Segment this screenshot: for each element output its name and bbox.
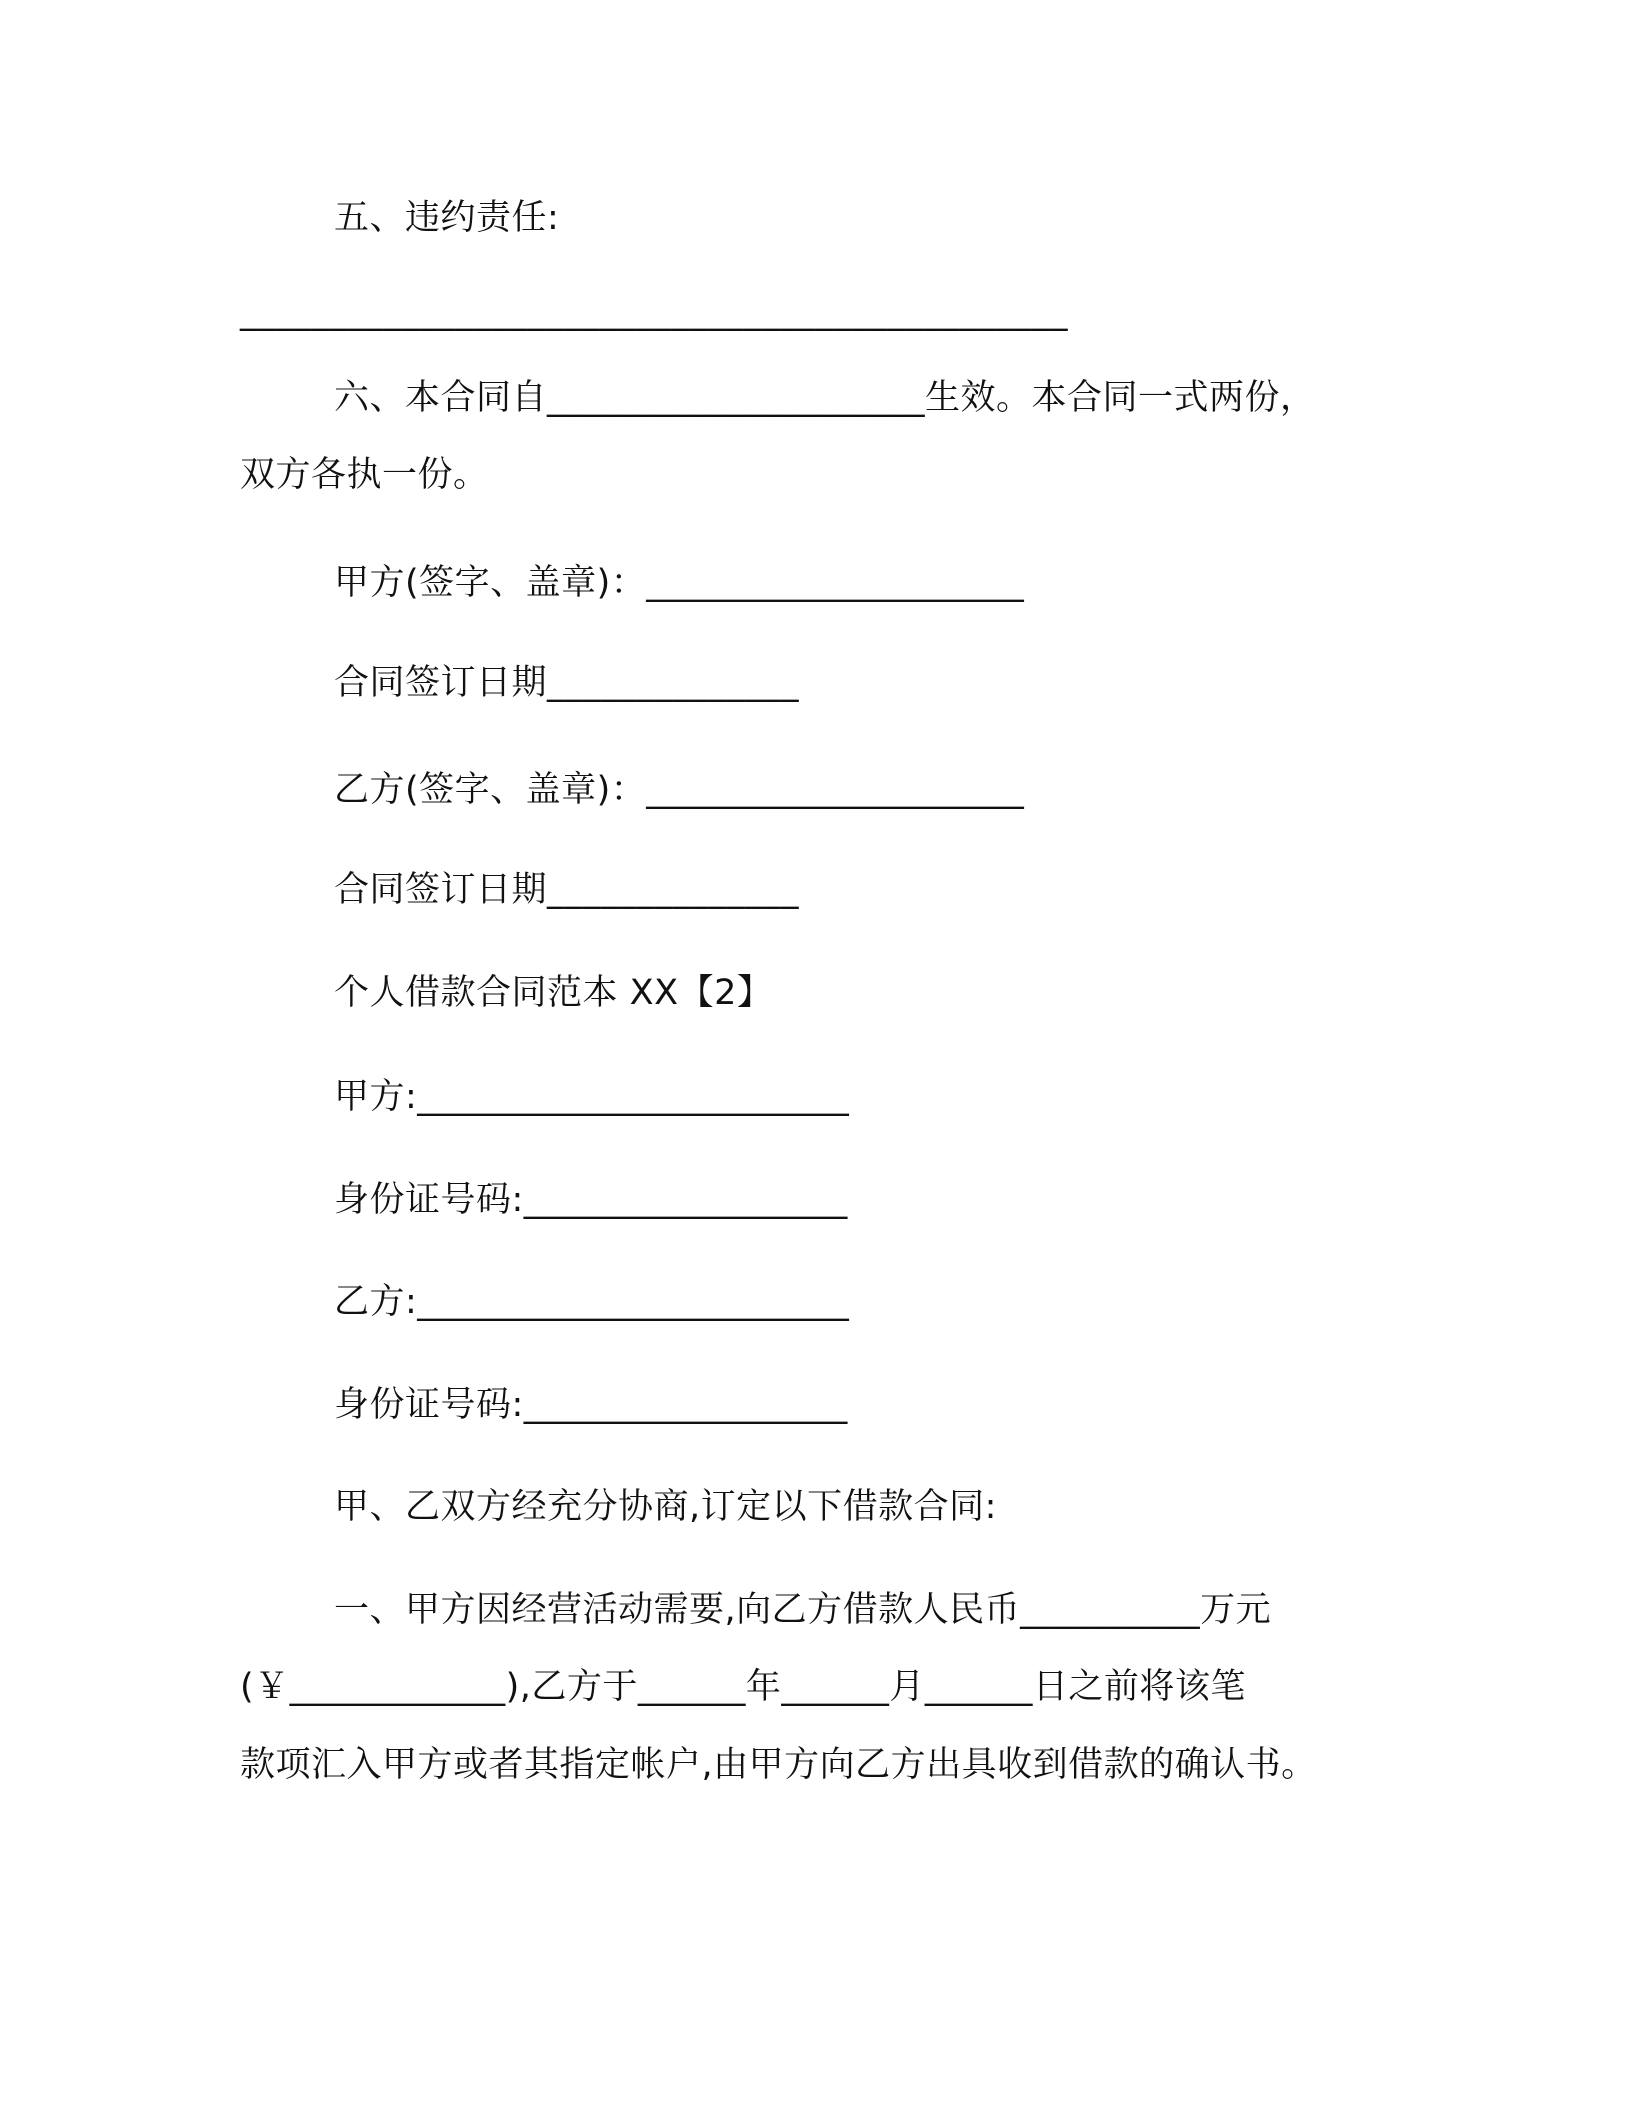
section-six-text-continued: 双方各执一份。 bbox=[240, 455, 489, 495]
section-five-heading: 五、违约责任: bbox=[334, 198, 560, 238]
clause-one-line-1: 一、甲方因经营活动需要,向乙方借款人民币__________万元 bbox=[334, 1590, 1272, 1630]
party-b-id-field: 身份证号码:__________________ bbox=[334, 1385, 848, 1425]
party-b-field: 乙方:________________________ bbox=[334, 1282, 850, 1322]
party-b-signature-line: 乙方(签字、盖章)：_____________________ bbox=[334, 770, 1025, 810]
agreement-intro: 甲、乙双方经充分协商,订定以下借款合同: bbox=[334, 1487, 997, 1527]
party-a-signature-line: 甲方(签字、盖章)：_____________________ bbox=[334, 563, 1025, 603]
signing-date-line-b: 合同签订日期______________ bbox=[334, 870, 800, 910]
signing-date-line-a: 合同签订日期______________ bbox=[334, 663, 800, 703]
party-a-id-field: 身份证号码:__________________ bbox=[334, 1180, 848, 1220]
document-title: 个人借款合同范本 XX【2】 bbox=[334, 973, 773, 1013]
clause-one-line-3: 款项汇入甲方或者其指定帐户,由甲方向乙方出具收到借款的确认书。 bbox=[240, 1745, 1317, 1785]
party-a-field: 甲方:________________________ bbox=[334, 1077, 850, 1117]
section-six-text: 六、本合同自_____________________生效。本合同一式两份， bbox=[334, 378, 1316, 418]
clause-one-line-2: (￥____________),乙方于______年______月______日之前将该笔 bbox=[240, 1667, 1246, 1707]
blank-line: ______________________________________________ bbox=[240, 292, 1068, 332]
